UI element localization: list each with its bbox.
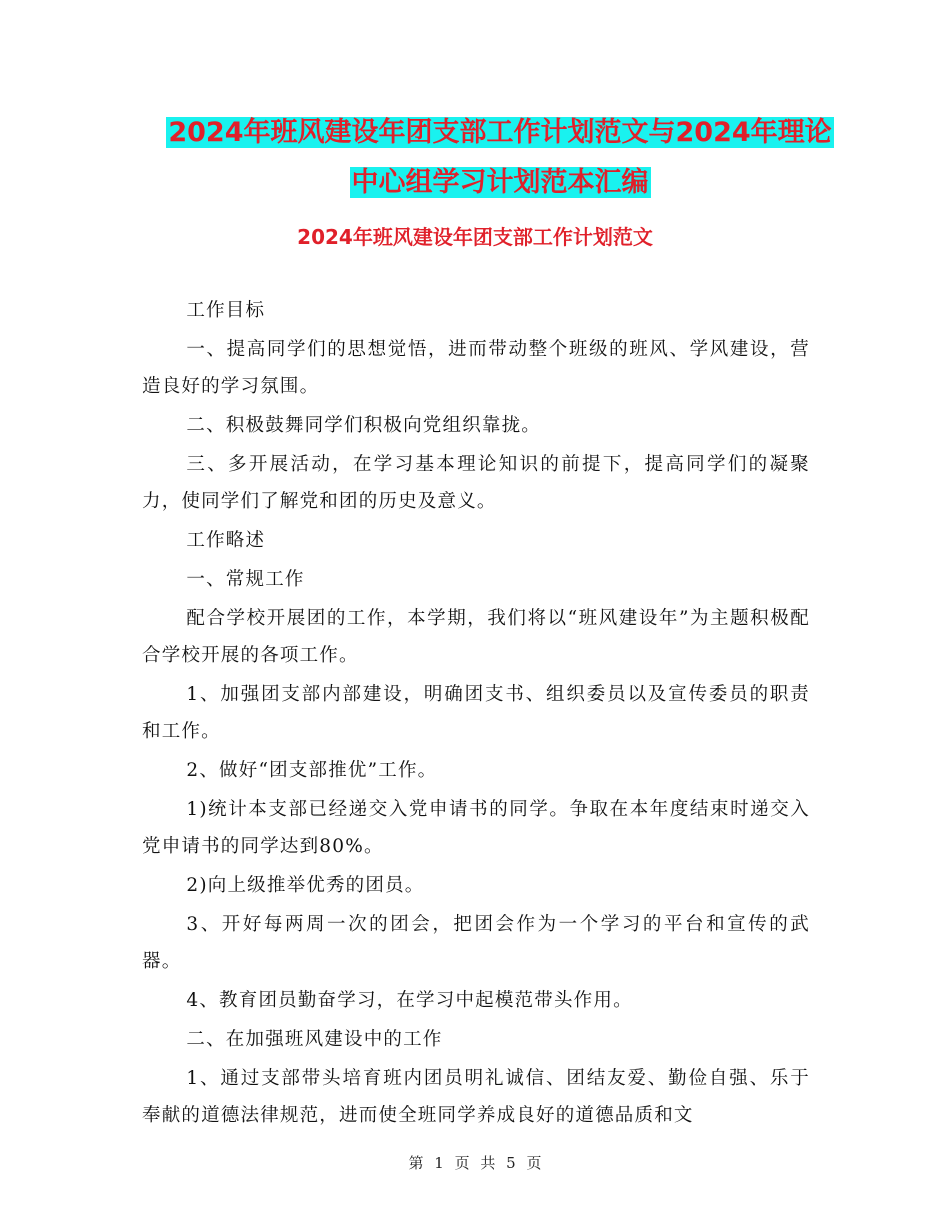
section-title: 2024年班风建设年团支部工作计划范文 <box>297 225 653 249</box>
paragraph: 工作略述 <box>186 530 266 551</box>
document-body <box>142 292 810 1136</box>
paragraph: 一、提高同学们的思想觉悟，进而带动整个班级的班风、学风建设，营造良好的学习氛围。 <box>142 339 810 397</box>
paragraph: 4、教育团员勤奋学习，在学习中起模范带头作用。 <box>186 990 633 1011</box>
paragraph: 2)向上级推举优秀的团员。 <box>186 875 425 896</box>
document-title-line1: 2024年班风建设年团支部工作计划范文与2024年理论 <box>168 117 832 148</box>
paragraph: 工作目标 <box>186 300 266 321</box>
paragraph: 配合学校开展团的工作，本学期，我们将以“班风建设年”为主题积极配合学校开展的各项工作。 <box>142 608 810 666</box>
document-title-line2: 中心组学习计划范本汇编 <box>351 167 649 198</box>
paragraph: 3、开好每两周一次的团会，把团会作为一个学习的平台和宣传的武器。 <box>142 914 810 972</box>
paragraph: 三、多开展活动，在学习基本理论知识的前提下，提高同学们的凝聚力，使同学们了解党和团的历史及意义。 <box>142 454 810 512</box>
paragraph: 1、加强团支部内部建设，明确团支书、组织委员以及宣传委员的职责和工作。 <box>142 684 810 742</box>
paragraph: 1)统计本支部已经递交入党申请书的同学。争取在本年度结束时递交入党申请书的同学达到80%。 <box>142 799 810 857</box>
page-number-footer: 第 1 页 共 5 页 <box>408 1154 542 1172</box>
paragraph: 2、做好“团支部推优”工作。 <box>186 760 438 781</box>
document-title <box>120 108 880 208</box>
paragraph: 二、积极鼓舞同学们积极向党组织靠拢。 <box>186 415 541 436</box>
paragraph: 二、在加强班风建设中的工作 <box>186 1029 443 1050</box>
paragraph: 1、通过支部带头培育班内团员明礼诚信、团结友爱、勤俭自强、乐于奉献的道德法律规范，进而使全班同学养成良好的道德品质和文 <box>142 1068 810 1126</box>
paragraph: 一、常规工作 <box>186 569 305 590</box>
